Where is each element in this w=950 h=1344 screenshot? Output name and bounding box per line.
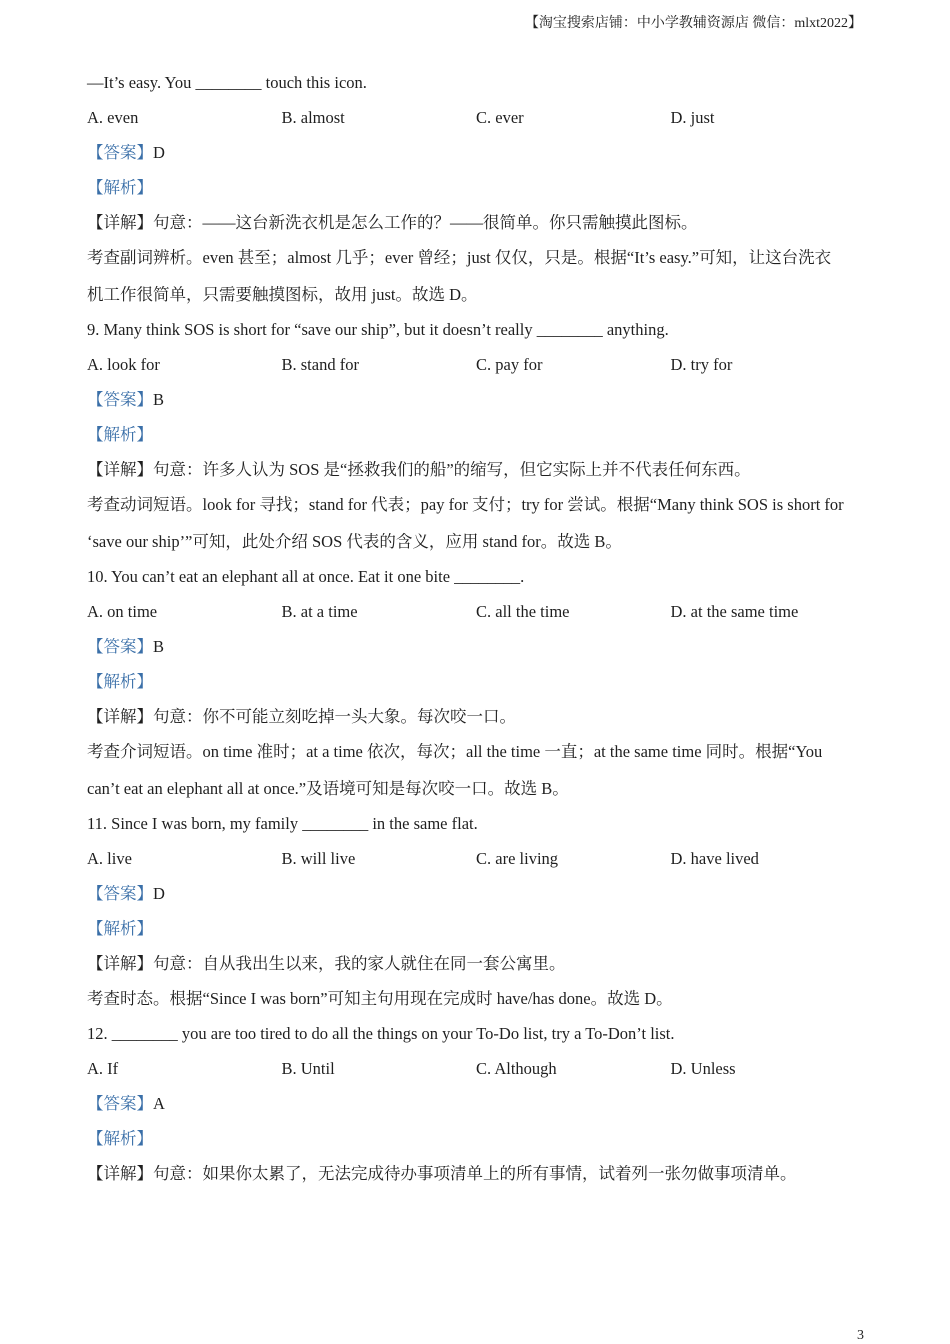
- answer-value: D: [153, 884, 165, 903]
- analysis-line: [87, 672, 867, 692]
- analysis-label: 【解析】: [87, 1129, 153, 1148]
- question-stem: —It’s easy. You ________ touch this icon.: [87, 73, 367, 92]
- question-stem: 12. ________ you are too tired to do all the things on your To-Do list, try a To-Don’t list.: [87, 1024, 675, 1043]
- answer-line: [87, 143, 867, 163]
- option-c: C. Although: [476, 1059, 557, 1078]
- explanation-line: 考查副词辨析。even 甚至；almost 几乎；ever 曾经；just 仅仅，只是。根据“It’s easy.”可知，让这台洗衣: [87, 248, 832, 267]
- question-stem: 9. Many think SOS is short for “save our ship”, but it doesn’t really ________ anything.: [87, 320, 669, 339]
- analysis-line: [87, 919, 867, 939]
- option-b: B. Until: [281, 1059, 335, 1078]
- option-b: B. will live: [281, 849, 356, 868]
- answer-line: [87, 390, 867, 410]
- question-8: [87, 73, 867, 305]
- answer-line: [87, 1094, 867, 1114]
- answer-line: [87, 637, 867, 657]
- option-b: B. at a time: [281, 602, 358, 621]
- answer-label: 【答案】: [87, 637, 153, 656]
- detail-line: 【详解】句意：你不可能立刻吃掉一头大象。每次咬一口。: [87, 707, 516, 726]
- page-header: 【淘宝搜索店铺：中小学教辅资源店 微信：mlxt2022】: [524, 16, 862, 31]
- options-row: [87, 602, 867, 622]
- answer-value: B: [153, 390, 165, 409]
- analysis-label: 【解析】: [87, 425, 153, 444]
- page-number: 3: [857, 1328, 864, 1343]
- option-a: A. live: [87, 849, 132, 868]
- detail-line: 【详解】句意：如果你太累了，无法完成待办事项清单上的所有事情，试着列一张勿做事项清单。: [87, 1164, 797, 1183]
- question-9: [87, 320, 867, 552]
- option-b: B. stand for: [281, 355, 359, 374]
- answer-label: 【答案】: [87, 1094, 153, 1113]
- options-row: [87, 849, 867, 869]
- option-b: B. almost: [281, 108, 345, 127]
- answer-value: B: [153, 637, 165, 656]
- analysis-line: [87, 1129, 867, 1149]
- option-a: A. look for: [87, 355, 160, 374]
- options-row: [87, 355, 867, 375]
- options-row: [87, 1059, 867, 1079]
- option-d: D. try for: [670, 355, 733, 374]
- option-c: C. are living: [476, 849, 559, 868]
- analysis-line: [87, 178, 867, 198]
- answer-value: A: [153, 1094, 165, 1113]
- option-a: A. If: [87, 1059, 119, 1078]
- option-c: C. all the time: [476, 602, 570, 621]
- answer-label: 【答案】: [87, 884, 153, 903]
- detail-line: 【详解】句意：自从我出生以来，我的家人就住在同一套公寓里。: [87, 954, 566, 973]
- explanation-line: 考查介词短语。on time 准时；at a time 依次，每次；all the time 一直；at the same time 同时。根据“You: [87, 742, 823, 761]
- option-d: D. have lived: [670, 849, 759, 868]
- option-d: D. just: [670, 108, 715, 127]
- question-stem: 11. Since I was born, my family ________ in the same flat.: [87, 814, 478, 833]
- detail-line: 【详解】句意：——这台新洗衣机是怎么工作的？——很简单。你只需触摸此图标。: [87, 213, 698, 232]
- analysis-label: 【解析】: [87, 178, 153, 197]
- question-stem: 10. You can’t eat an elephant all at once. Eat it one bite ________.: [87, 567, 525, 586]
- option-d: D. at the same time: [670, 602, 799, 621]
- answer-value: D: [153, 143, 165, 162]
- option-d: D. Unless: [670, 1059, 736, 1078]
- option-a: A. on time: [87, 602, 158, 621]
- option-a: A. even: [87, 108, 139, 127]
- question-11: [87, 814, 867, 1009]
- answer-line: [87, 884, 867, 904]
- question-12: [87, 1024, 867, 1184]
- explanation-line: can’t eat an elephant all at once.”及语境可知是每次咬一口。故选 B。: [87, 779, 569, 798]
- analysis-line: [87, 425, 867, 445]
- question-10: [87, 567, 867, 799]
- explanation-line: 机工作很简单，只需要触摸图标，故用 just。故选 D。: [87, 285, 478, 304]
- answer-label: 【答案】: [87, 143, 153, 162]
- explanation-line: ‘save our ship’”可知，此处介绍 SOS 代表的含义，应用 stand for。故选 B。: [87, 532, 622, 551]
- analysis-label: 【解析】: [87, 672, 153, 691]
- answer-label: 【答案】: [87, 390, 153, 409]
- explanation-line: 考查时态。根据“Since I was born”可知主句用现在完成时 have/has done。故选 D。: [87, 989, 673, 1008]
- detail-line: 【详解】句意：许多人认为 SOS 是“拯救我们的船”的缩写，但它实际上并不代表任何东西。: [87, 460, 751, 479]
- analysis-label: 【解析】: [87, 919, 153, 938]
- option-c: C. pay for: [476, 355, 543, 374]
- option-c: C. ever: [476, 108, 524, 127]
- options-row: [87, 108, 867, 128]
- explanation-line: 考查动词短语。look for 寻找；stand for 代表；pay for 支付；try for 尝试。根据“Many think SOS is short for: [87, 495, 844, 514]
- document-body: [87, 73, 867, 1199]
